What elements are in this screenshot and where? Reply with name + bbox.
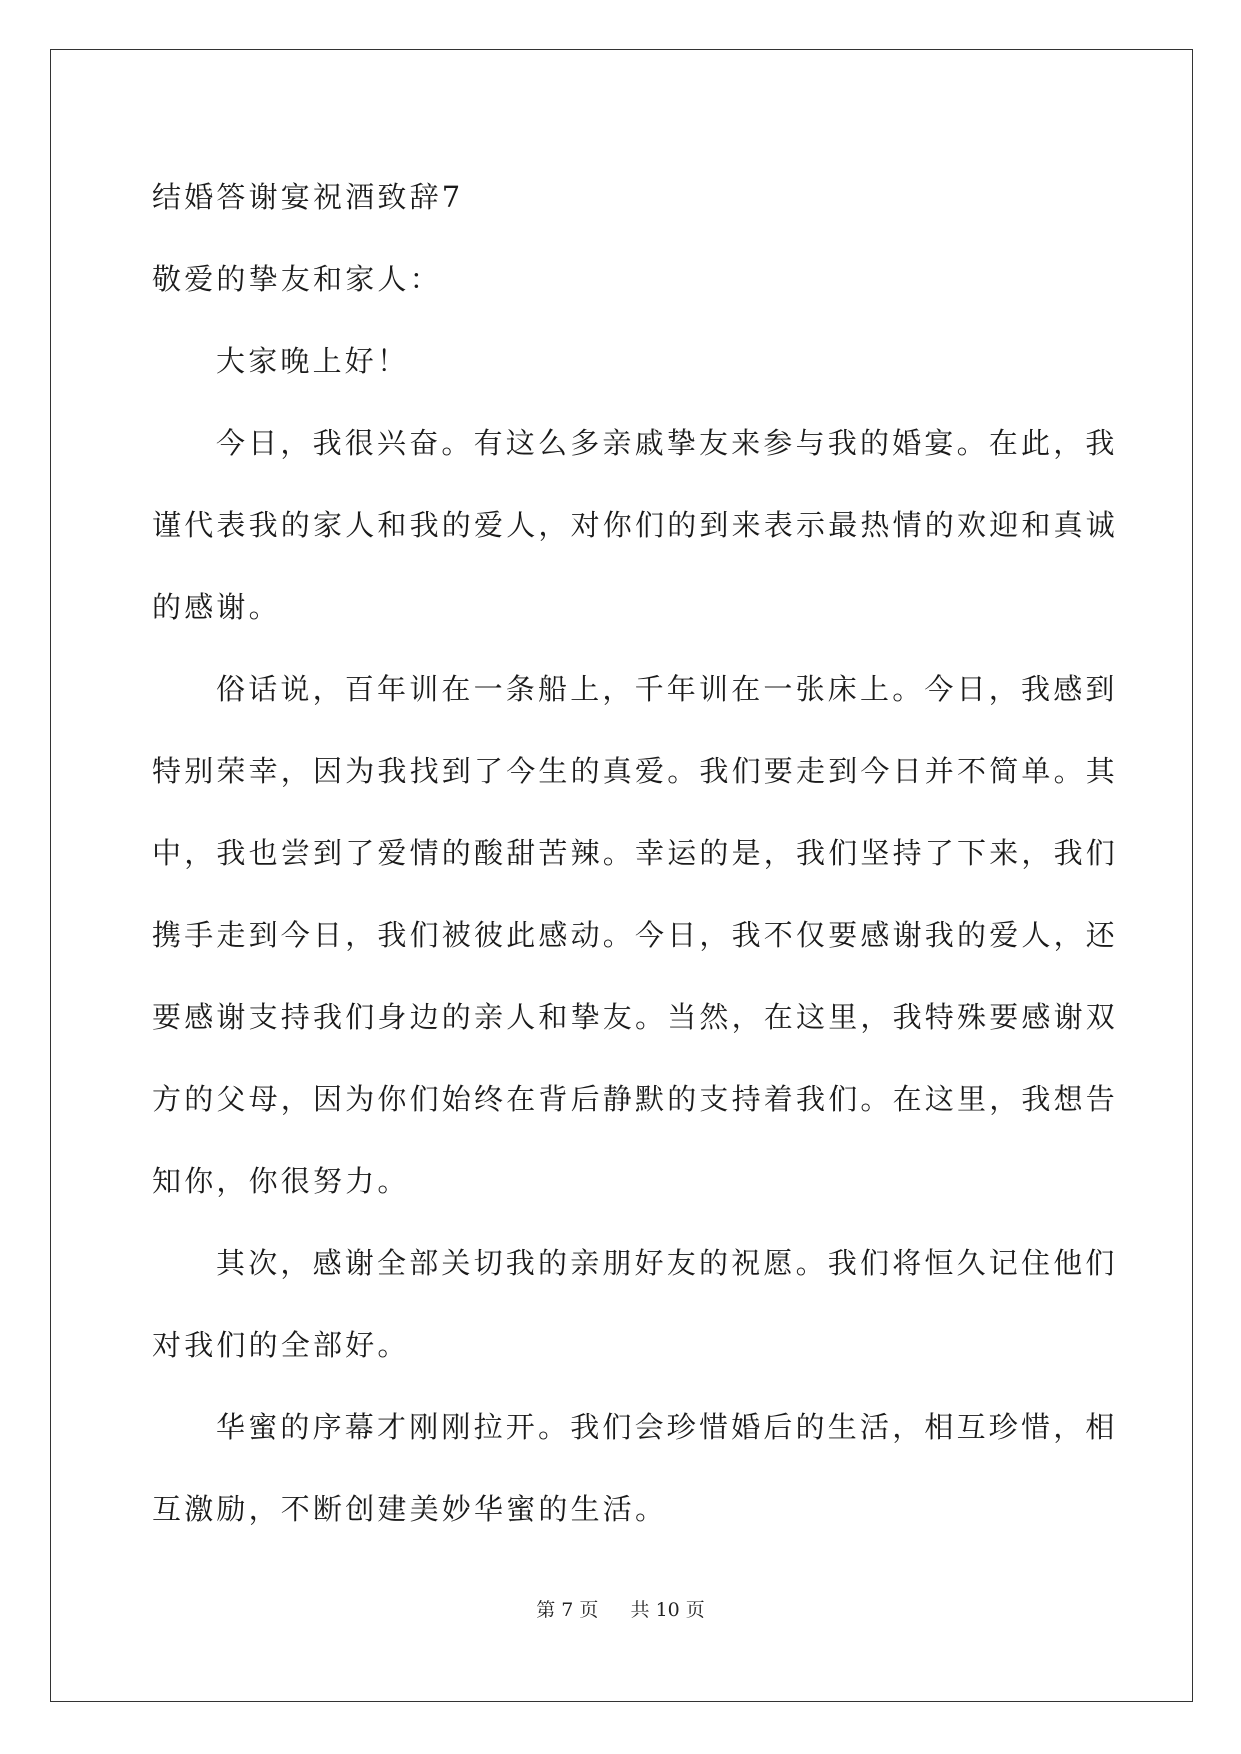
document-body [152, 165, 1119, 1541]
paragraph-line: 其次，感谢全部关切我的亲朋好友的祝愿。我们将恒久记住他们 [216, 1246, 1118, 1280]
paragraph-line: 对我们的全部好。 [152, 1328, 410, 1362]
paragraph-line: 中，我也尝到了爱情的酸甜苦辣。幸运的是，我们坚持了下来，我们 [152, 836, 1119, 870]
paragraph-line: 俗话说，百年训在一条船上，千年训在一张床上。今日，我感到 [216, 672, 1118, 706]
paragraph-thanks [152, 1231, 1118, 1377]
paragraph-line: 要感谢支持我们身边的亲人和挚友。当然，在这里，我特殊要感谢双 [152, 1000, 1119, 1034]
document-title: 结婚答谢宴祝酒致辞7 [152, 180, 464, 214]
paragraph-closing [152, 1395, 1118, 1541]
paragraph-gratitude [152, 657, 1119, 1213]
paragraph-line: 携手走到今日，我们被彼此感动。今日，我不仅要感谢我的爱人，还 [152, 918, 1119, 952]
paragraph-line: 今日，我很兴奋。有这么多亲戚挚友来参与我的婚宴。在此，我 [216, 426, 1118, 460]
paragraph-line: 互激励，不断创建美妙华蜜的生活。 [152, 1492, 668, 1526]
page-total: 共 10 页 [630, 1599, 705, 1621]
paragraph-line: 谨代表我的家人和我的爱人，对你们的到来表示最热情的欢迎和真诚 [152, 508, 1119, 542]
page-number: 第 7 页 [536, 1599, 599, 1621]
paragraph-line: 的感谢。 [152, 590, 281, 624]
paragraph-line: 方的父母，因为你们始终在背后静默的支持着我们。在这里，我想告 [152, 1082, 1119, 1116]
greeting: 敬爱的挚友和家人： [152, 262, 442, 296]
paragraph-line: 知你，你很努力。 [152, 1164, 410, 1198]
page-footer [0, 1598, 1241, 1622]
paragraph-welcome [152, 411, 1119, 639]
paragraph-line: 特别荣幸，因为我找到了今生的真爱。我们要走到今日并不简单。其 [152, 754, 1119, 788]
paragraph-line: 华蜜的序幕才刚刚拉开。我们会珍惜婚后的生活，相互珍惜，相 [216, 1410, 1118, 1444]
opening-line: 大家晚上好！ [216, 344, 410, 378]
